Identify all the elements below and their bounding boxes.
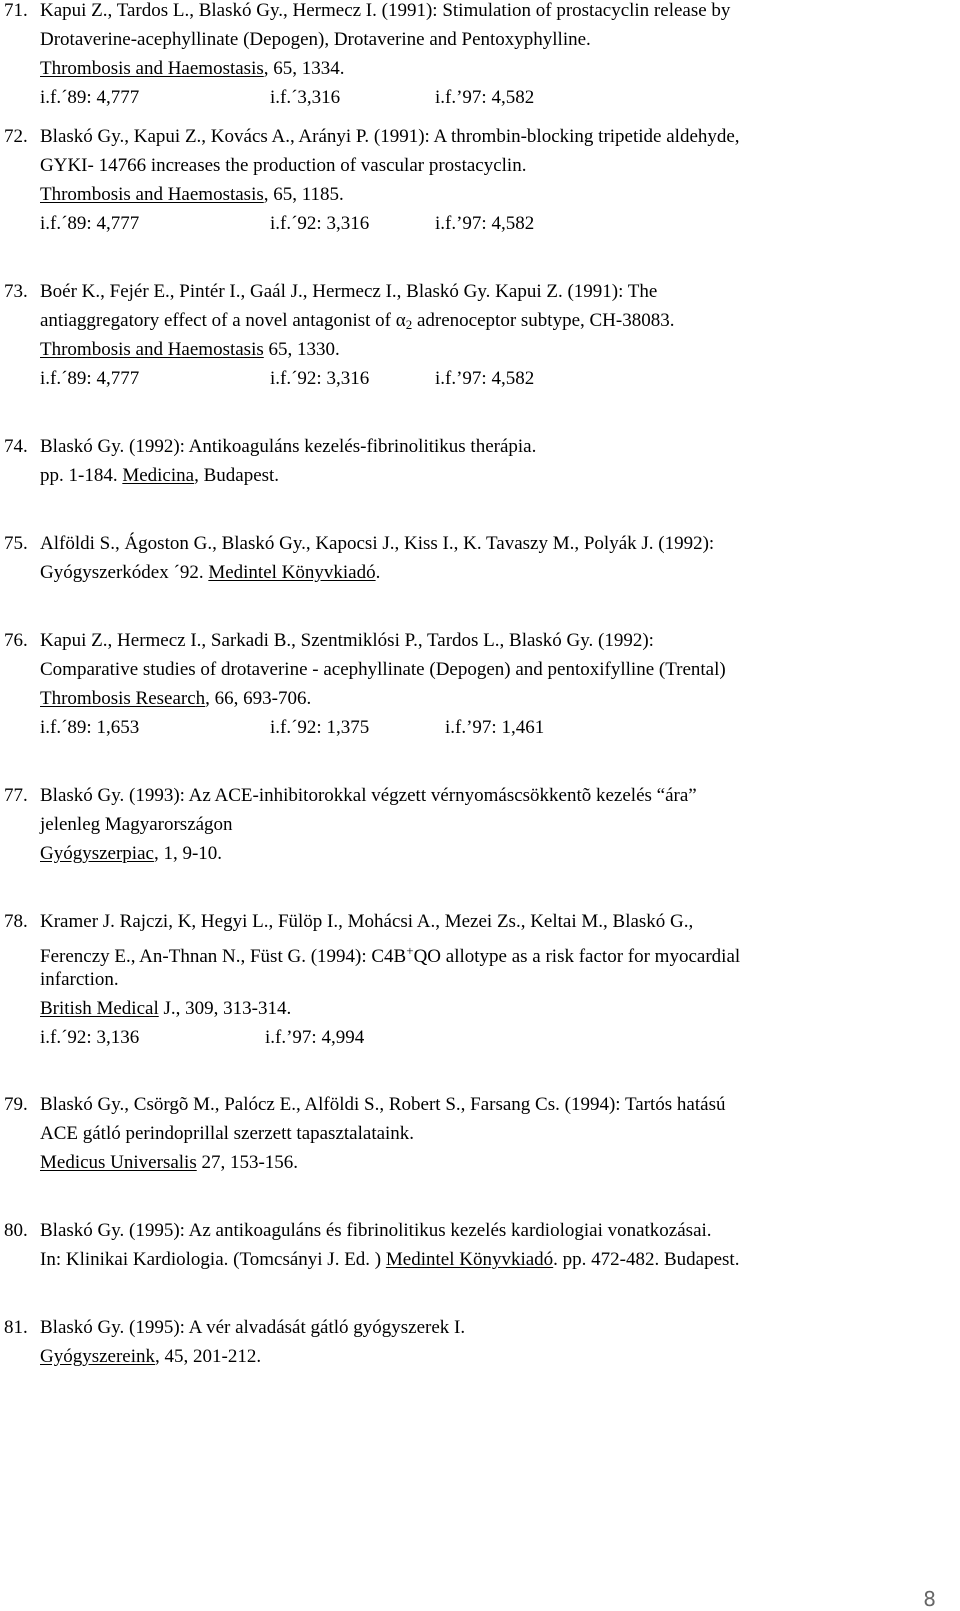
- impact-factors: [40, 717, 544, 739]
- reference-journal-line: [40, 58, 345, 80]
- journal-name: Gyógyszereink: [40, 1346, 156, 1367]
- impact-factor: i.f.’97: 4,582: [435, 87, 535, 108]
- reference-text: Blaskó Gy., Csörgõ M., Palócz E., Alföldi S., Robert S., Farsang Cs. (1994): Tartós hatású: [40, 1094, 726, 1115]
- reference-text: ACE gátló perindoprillal szerzett tapasztalataink.: [40, 1123, 415, 1144]
- page-number: 8: [923, 1587, 936, 1611]
- superscript: +: [406, 943, 414, 958]
- reference-text: Blaskó Gy. (1995): Az antikoaguláns és fibrinolitikus kezelés kardiologiai vonatkozásai.: [40, 1220, 712, 1241]
- impact-factor: i.f.’97: 4,582: [435, 368, 535, 389]
- reference-number: 77.: [4, 785, 28, 806]
- reference-text: Drotaverine-acephyllinate (Depogen), Drotaverine and Pentoxyphylline.: [40, 29, 591, 50]
- journal-name: Thrombosis and Haemostasis: [40, 184, 264, 205]
- reference-number: 81.: [4, 1317, 28, 1338]
- journal-details: , 65, 1185.: [263, 184, 344, 205]
- impact-factor: i.f.´92: 3,316: [270, 368, 370, 389]
- journal-name: Thrombosis and Haemostasis: [40, 339, 264, 360]
- reference-journal-line: [40, 843, 222, 865]
- impact-factor: i.f.´89: 4,777: [40, 87, 140, 108]
- reference-text: Ferenczy E., An-Thnan N., Füst G. (1994): C4B+QO allotype as a risk factor for myocardial: [40, 943, 741, 967]
- journal-details: J., 309, 313-314.: [158, 998, 292, 1019]
- journal-details: 27, 153-156.: [196, 1152, 299, 1173]
- reference-journal-line: [40, 184, 344, 206]
- impact-factors: [40, 368, 534, 390]
- alpha-symbol: α: [395, 310, 406, 331]
- reference-number: 75.: [4, 533, 28, 554]
- reference-journal-line: [40, 998, 291, 1020]
- reference-text: Alföldi S., Ágoston G., Blaskó Gy., Kapocsi J., Kiss I., K. Tavaszy M., Polyák J. (1992):: [40, 533, 715, 554]
- impact-factor: i.f.’97: 4,994: [265, 1027, 365, 1048]
- reference-number: 73.: [4, 281, 28, 302]
- reference-text: GYKI- 14766 increases the production of vascular prostacyclin.: [40, 155, 527, 176]
- impact-factor: i.f.´89: 1,653: [40, 717, 140, 738]
- reference-text: Gyógyszerkódex ´92. Medintel Könyvkiadó.: [40, 562, 381, 583]
- journal-name: British Medical: [40, 998, 159, 1019]
- journal-details: 65, 1330.: [263, 339, 340, 360]
- impact-factor: i.f.´92: 1,375: [270, 717, 370, 738]
- publisher-name: Medintel Könyvkiadó: [208, 562, 376, 583]
- journal-name: Medicus Universalis: [40, 1152, 197, 1173]
- reference-text: Kapui Z., Tardos L., Blaskó Gy., Hermecz I. (1991): Stimulation of prostacyclin release by: [40, 0, 731, 21]
- impact-factor: i.f.´3,316: [270, 87, 341, 108]
- reference-text: Comparative studies of drotaverine - acephyllinate (Depogen) and pentoxifylline (Trental): [40, 659, 726, 680]
- reference-number: 71.: [4, 0, 28, 21]
- reference-text: Blaskó Gy. (1993): Az ACE-inhibitorokkal végzett vérnyomáscsökkentõ kezelés “ára”: [40, 785, 697, 806]
- impact-factors: [40, 1027, 364, 1049]
- impact-factors: [40, 213, 534, 235]
- reference-number: 79.: [4, 1094, 28, 1115]
- subscript: 2: [405, 317, 413, 332]
- reference-text: Kramer J. Rajczi, K, Hegyi L., Fülöp I., Mohácsi A., Mezei Zs., Keltai M., Blaskó G.,: [40, 911, 694, 932]
- journal-details: , 1, 9-10.: [153, 843, 223, 864]
- journal-name: Thrombosis and Haemostasis: [40, 58, 264, 79]
- reference-number: 74.: [4, 436, 28, 457]
- impact-factor: i.f.´92: 3,136: [40, 1027, 140, 1048]
- publisher-name: Medintel Könyvkiadó: [385, 1249, 554, 1270]
- reference-journal-line: [40, 688, 311, 710]
- journal-details: , 66, 693-706.: [205, 688, 312, 709]
- impact-factor: i.f.´89: 4,777: [40, 213, 140, 234]
- impact-factor: i.f.’97: 4,582: [435, 213, 535, 234]
- reference-number: 80.: [4, 1220, 28, 1241]
- journal-name: Gyógyszerpiac: [40, 843, 154, 864]
- reference-text: pp. 1-184. Medicina, Budapest.: [40, 465, 280, 486]
- impact-factor: i.f.’97: 1,461: [445, 717, 545, 738]
- journal-details: , 45, 201-212.: [155, 1346, 262, 1367]
- publisher-name: Medicina: [122, 465, 195, 486]
- reference-text: In: Klinikai Kardiologia. (Tomcsányi J. Ed. ) Medintel Könyvkiadó. pp. 472-482. Budapest.: [40, 1249, 740, 1270]
- impact-factor: i.f.´92: 3,316: [270, 213, 370, 234]
- reference-journal-line: [40, 1152, 298, 1174]
- reference-number: 78.: [4, 911, 28, 932]
- reference-text: jelenleg Magyarországon: [40, 814, 233, 835]
- journal-details: , 65, 1334.: [263, 58, 345, 79]
- reference-text: Boér K., Fejér E., Pintér I., Gaál J., Hermecz I., Blaskó Gy. Kapui Z. (1991): The: [40, 281, 658, 302]
- reference-number: 76.: [4, 630, 28, 651]
- reference-journal-line: [40, 1346, 261, 1368]
- reference-text: Blaskó Gy. (1992): Antikoaguláns kezelés-fibrinolitikus therápia.: [40, 436, 537, 457]
- reference-text: antiaggregatory effect of a novel antagonist of $\alpha_2$ adrenoceptor subtype, CH-38083.: [40, 310, 675, 332]
- journal-name: Thrombosis Research: [40, 688, 206, 709]
- reference-text: Blaskó Gy. (1995): A vér alvadását gátló gyógyszerek I.: [40, 1317, 466, 1338]
- reference-text: Kapui Z., Hermecz I., Sarkadi B., Szentmiklósi P., Tardos L., Blaskó Gy. (1992):: [40, 630, 654, 651]
- reference-number: 72.: [4, 126, 28, 147]
- reference-text: infarction.: [40, 969, 119, 990]
- impact-factor: i.f.´89: 4,777: [40, 368, 140, 389]
- reference-journal-line: [40, 339, 340, 361]
- impact-factors: [40, 87, 534, 109]
- reference-text: Blaskó Gy., Kapui Z., Kovács A., Arányi P. (1991): A thrombin-blocking tripetide aldehyde,: [40, 126, 740, 147]
